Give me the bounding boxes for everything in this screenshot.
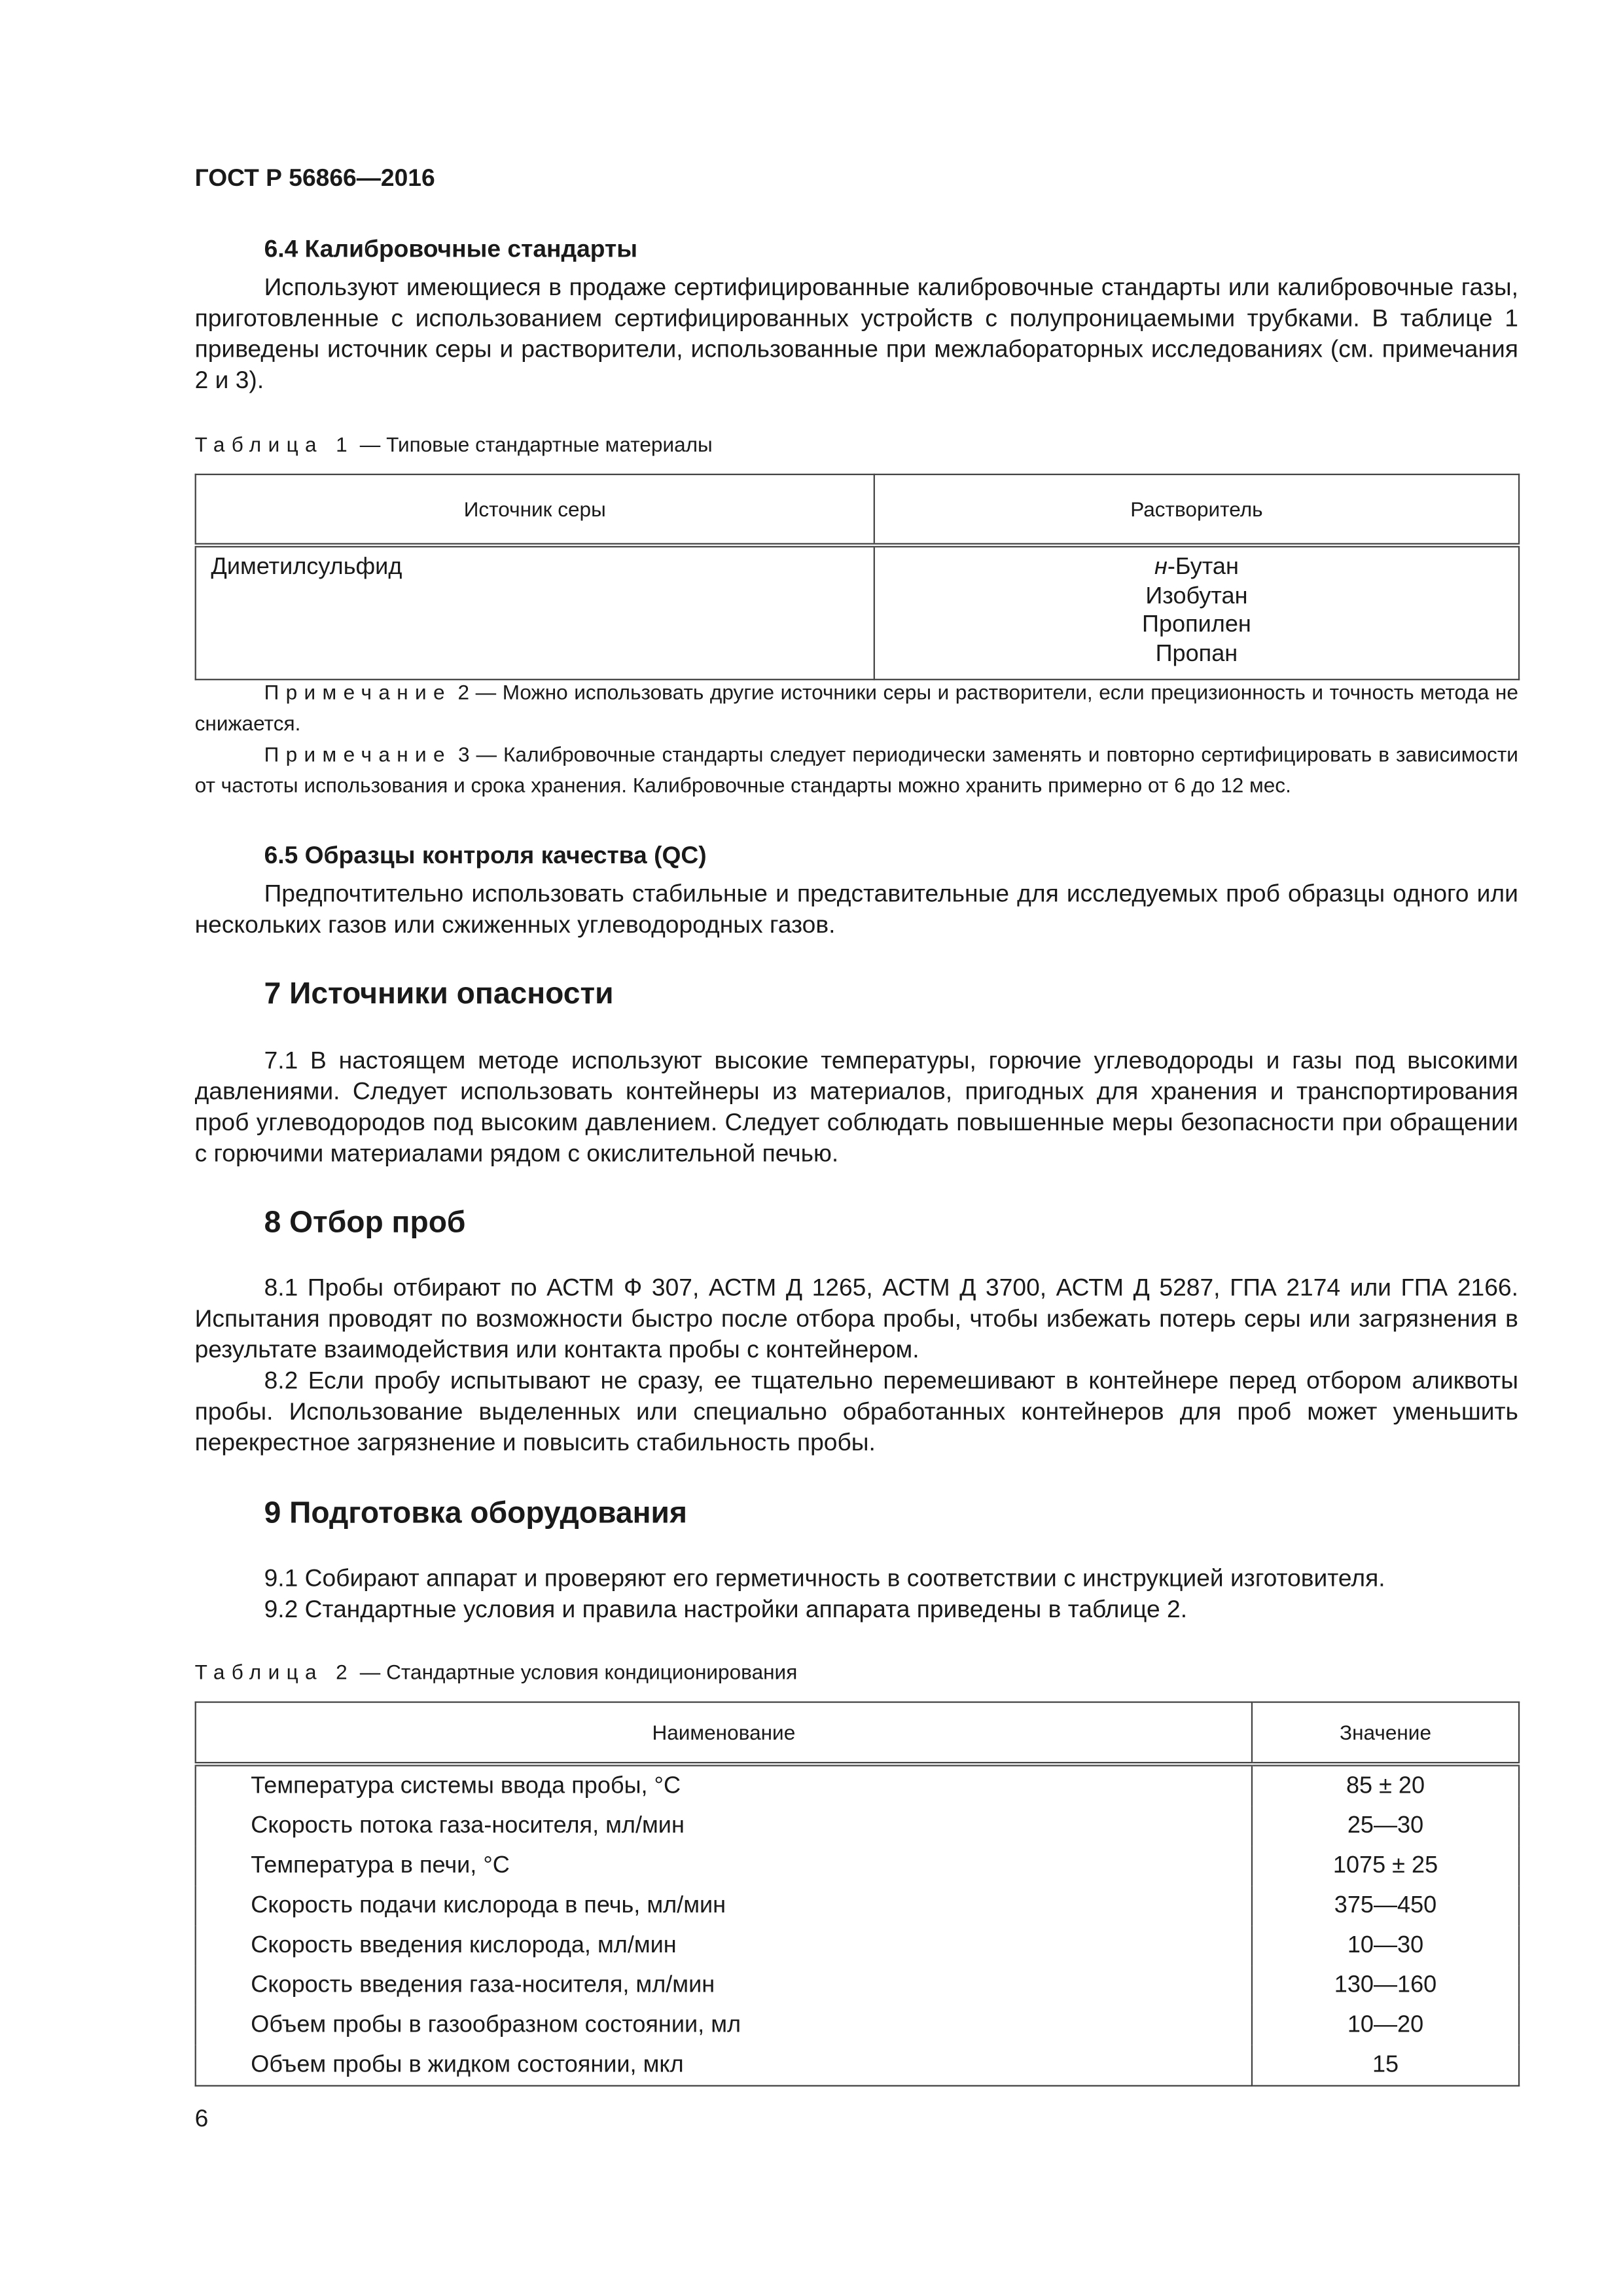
section-paragraph: 7.1 В настоящем методе используют высокие температуры, горючие углеводороды и газы под высокими давлениями. Следует использовать контейнеры из материалов, пригодных для хранения и транспортирования проб углеводородов под высоким давлением. Следует соблюдать повышенные меры безопасности при обращении с горючими материалами рядом с окислительной печью.	[194, 1047, 1518, 1168]
table-1	[195, 474, 1518, 681]
table-cell-name: Температура системы ввода пробы, °С	[196, 1764, 1252, 1806]
table-row	[196, 1965, 1519, 2005]
note-text: 3 — Калибровочные стандарты следует периодически заменять и повторно сертифицировать в зависимости от частоты использования и срока хранения. Калибровочные стандарты можно хранить примерно от 6 до 12 мес.	[194, 742, 1518, 797]
document-id-header: ГОСТ Р 56866—2016	[194, 165, 435, 192]
table-header-cell: Наименование	[196, 1702, 1252, 1765]
table-cell-value: 1075 ± 25	[1252, 1846, 1519, 1886]
table-row	[196, 545, 1519, 679]
table-2	[195, 1701, 1518, 2086]
table-cell-value: 15	[1252, 2045, 1519, 2086]
section-7	[195, 977, 1518, 1013]
table-1-notes	[195, 677, 1518, 801]
table-row	[196, 2045, 1519, 2086]
table-cell-name: Скорость подачи кислорода в печь, мл/мин	[196, 1886, 1252, 1926]
solvent-prefix: н	[1154, 554, 1168, 581]
table-row	[196, 1764, 1519, 1806]
table-cell-value: 130—160	[1252, 1965, 1519, 2005]
section-paragraph: 9.2 Стандартные условия и правила настройки аппарата приведены в таблице 2.	[264, 1596, 1188, 1624]
solvent-item: Пропан	[1155, 641, 1238, 666]
table-2-caption	[195, 1660, 1518, 1683]
table-cell-name: Объем пробы в газообразном состоянии, мл	[196, 2005, 1252, 2045]
table-caption-text: — Стандартные условия кондиционирования	[354, 1660, 798, 1684]
note-label: Примечание	[264, 680, 452, 704]
table-cell-solvents	[874, 545, 1519, 679]
table-row	[196, 1926, 1519, 1965]
section-8	[195, 1206, 1518, 1241]
table-caption-text: — Типовые стандартные материалы	[354, 432, 713, 456]
section-9	[195, 1496, 1518, 1532]
solvent-item: Изобутан	[1145, 583, 1248, 609]
note-label: Примечание	[264, 742, 452, 766]
section-8-body	[195, 1274, 1518, 1460]
section-paragraph: Предпочтительно использовать стабильные и представительные для исследуемых проб образцы одного или нескольких газов или сжиженных углеводородных газов.	[194, 880, 1518, 939]
table-row	[196, 2005, 1519, 2045]
section-paragraph: 8.2 Если пробу испытывают не сразу, ее тщательно перемешивают в контейнере перед отбором аликвоты пробы. Использование выделенных или специально обработанных контейнеров для проб может уменьшить перекрестное загрязнение и повысить стабильность пробы.	[194, 1367, 1518, 1457]
table-cell-value: 10—20	[1252, 2005, 1519, 2045]
table-cell-name: Скорость введения газа-носителя, мл/мин	[196, 1965, 1252, 2005]
note-3	[195, 740, 1518, 802]
solvent-item: н-Бутан	[1154, 554, 1239, 581]
page-number: 6	[194, 2106, 209, 2132]
table-cell-name: Скорость потока газа-носителя, мл/мин	[196, 1806, 1252, 1846]
table-1-caption	[195, 433, 1518, 456]
chapter-title: 8 Отбор проб	[264, 1205, 466, 1240]
section-7-body	[195, 1046, 1518, 1170]
section-paragraph: 8.1 Пробы отбирают по АСТМ Ф 307, АСТМ Д 1265, АСТМ Д 3700, АСТМ Д 5287, ГПА 2174 или ГПА 2166. Испытания проводят по возможности быстро после отбора пробы, чтобы избежать потерь серы или загрязнения в результате взаимодействия или контакта пробы с контейнером.	[194, 1274, 1518, 1364]
section-title: 6.5 Образцы контроля качества (QC)	[264, 842, 707, 869]
solvent-item: Пропилен	[1142, 612, 1251, 637]
section-6-4	[195, 236, 1518, 397]
table-cell-value: 10—30	[1252, 1926, 1519, 1965]
table-cell-name: Объем пробы в жидком состоянии, мкл	[196, 2045, 1252, 2086]
table-header-cell: Растворитель	[874, 475, 1519, 545]
table-row	[196, 1806, 1519, 1846]
table-row	[196, 1846, 1519, 1886]
table-cell-source: Диметилсульфид	[196, 545, 874, 679]
table-cell-value: 25—30	[1252, 1806, 1519, 1846]
section-9-body	[195, 1564, 1518, 1626]
section-6-5	[195, 842, 1518, 941]
section-title: 6.4 Калибровочные стандарты	[264, 236, 638, 263]
note-2	[195, 677, 1518, 740]
table-caption-label: Таблица 2	[194, 1660, 355, 1684]
table-row	[196, 1886, 1519, 1926]
table-header-cell: Источник серы	[196, 475, 874, 545]
section-paragraph: Используют имеющиеся в продаже сертифицированные калибровочные стандарты или калибровочные газы, приготовленные с использованием сертифицированных устройств с полупроницаемыми трубками. В таблице 1 приведены источник серы и растворители, использованные при межлабораторных исследованиях (см. примечания 2 и 3).	[194, 274, 1518, 394]
table-caption-label: Таблица 1	[194, 432, 355, 456]
note-text: 2 — Можно использовать другие источники серы и растворители, если прецизионность и точность метода не снижается.	[194, 680, 1518, 735]
section-paragraph: 9.1 Собирают аппарат и проверяют его герметичность в соответствии с инструкцией изготовителя.	[264, 1566, 1385, 1592]
table-cell-value: 375—450	[1252, 1886, 1519, 1926]
table-header-cell: Значение	[1252, 1702, 1519, 1765]
table-cell-value: 85 ± 20	[1252, 1764, 1519, 1806]
table-cell-name: Температура в печи, °С	[196, 1846, 1252, 1886]
table-cell-name: Скорость введения кислорода, мл/мин	[196, 1926, 1252, 1965]
chapter-title: 9 Подготовка оборудования	[264, 1496, 687, 1530]
chapter-title: 7 Источники опасности	[264, 977, 614, 1011]
